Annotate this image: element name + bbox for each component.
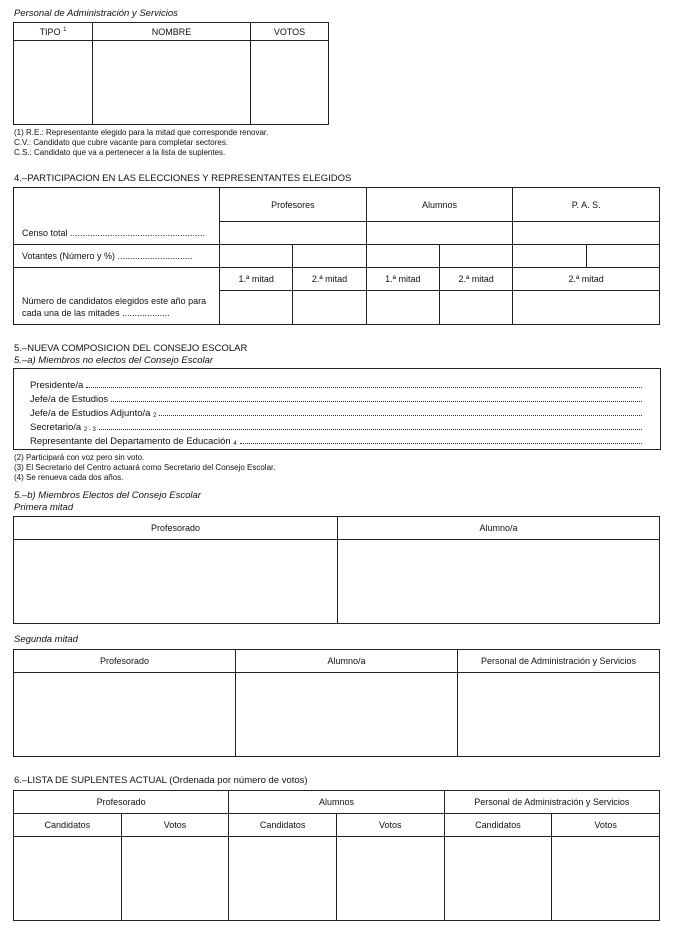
notes-1 xyxy=(14,128,268,158)
sup-prof-votos: Votos xyxy=(121,814,229,837)
note-2: (2) Participará con voz pero sin voto. xyxy=(14,453,145,462)
sup-alum-votos-cell[interactable] xyxy=(336,837,444,921)
votantes-label: Votantes (Número y %) .............................. xyxy=(14,245,220,268)
votantes-prof-2[interactable] xyxy=(293,245,366,268)
sup-pas-candidatos: Candidatos xyxy=(444,814,552,837)
member-secretario: Secretario/a $_{2 - 3}$ xyxy=(30,419,644,433)
sup-prof-cand-cell[interactable] xyxy=(14,837,122,921)
prof-mitad1: 1.ª mitad xyxy=(220,268,293,291)
censo-prof[interactable] xyxy=(220,222,367,245)
non-elected-members-box xyxy=(13,368,661,450)
seg-profesorado-header: Profesorado xyxy=(14,650,236,673)
segunda-mitad-label: Segunda mitad xyxy=(14,634,78,645)
alum-mitad1: 1.ª mitad xyxy=(366,268,439,291)
votos-header: VOTOS xyxy=(251,23,329,41)
member-jefe-adjunto: Jefe/a de Estudios Adjunto/a $_2$ xyxy=(30,405,644,419)
alumno-header: Alumno/a xyxy=(338,517,660,540)
tipo-cell[interactable] xyxy=(14,41,93,125)
sup-prof-candidatos: Candidatos xyxy=(14,814,122,837)
seg-alumno-header: Alumno/a xyxy=(236,650,458,673)
notes-2 xyxy=(14,453,275,483)
note-cv: C.V.: Candidato que cubre vacante para completar sectores. xyxy=(14,138,229,147)
segunda-prof-cell[interactable] xyxy=(14,673,236,757)
alum-mitad2: 2.ª mitad xyxy=(439,268,512,291)
seg-pas-header: Personal de Administración y Servicios xyxy=(458,650,660,673)
votantes-pas-1[interactable] xyxy=(513,245,586,268)
member-jefe: Jefe/a de Estudios xyxy=(30,391,644,405)
votantes-pas-2[interactable] xyxy=(586,245,659,268)
censo-pas[interactable] xyxy=(513,222,660,245)
profesorado-header: Profesorado xyxy=(14,517,338,540)
primera-prof-cell[interactable] xyxy=(14,540,338,624)
nombre-cell[interactable] xyxy=(93,41,251,125)
presidente-field[interactable] xyxy=(86,387,642,388)
cand-prof-2[interactable] xyxy=(293,291,366,325)
note-3: (3) El Secretario del Centro actuará como Secretario del Consejo Escolar. xyxy=(14,463,276,472)
segunda-mitad-table xyxy=(13,649,660,757)
sup-pas-cand-cell[interactable] xyxy=(444,837,552,921)
note-4: (4) Se renueva cada dos años. xyxy=(14,473,124,482)
sup-prof-votos-cell[interactable] xyxy=(121,837,229,921)
sup-pas-votos-cell[interactable] xyxy=(552,837,660,921)
section5-title: 5.–NUEVA COMPOSICION DEL CONSEJO ESCOLAR xyxy=(14,343,248,354)
secretario-field[interactable] xyxy=(99,429,642,430)
note-re: (1) R.E.: Representante elegido para la mitad que corresponde renovar. xyxy=(14,128,269,137)
segunda-pas-cell[interactable] xyxy=(458,673,660,757)
pas-header: Personal de Administración y Servicios xyxy=(14,8,178,19)
cand-alum-2[interactable] xyxy=(439,291,512,325)
cand-prof-1[interactable] xyxy=(220,291,293,325)
primera-alum-cell[interactable] xyxy=(338,540,660,624)
sup-alum-votos: Votos xyxy=(336,814,444,837)
prof-mitad2: 2.ª mitad xyxy=(293,268,366,291)
jefe-adjunto-field[interactable] xyxy=(159,415,642,416)
sup-alum-cand-cell[interactable] xyxy=(229,837,337,921)
votos-cell[interactable] xyxy=(251,41,329,125)
sup-pas-header: Personal de Administración y Servicios xyxy=(444,791,659,814)
representante-field[interactable] xyxy=(240,443,642,444)
member-presidente: Presidente/a xyxy=(30,377,644,391)
sup-profesorado-header: Profesorado xyxy=(14,791,229,814)
cand-alum-1[interactable] xyxy=(366,291,439,325)
jefe-field[interactable] xyxy=(111,401,642,402)
section5a-title: 5.–a) Miembros no electos del Consejo Escolar xyxy=(14,355,214,366)
censo-alum[interactable] xyxy=(366,222,513,245)
tipo-header: TIPO $^1$ xyxy=(14,23,93,41)
primera-mitad-label: Primera mitad xyxy=(14,502,74,513)
section5b-title: 5.–b) Miembros Electos del Consejo Escolar xyxy=(14,490,201,501)
votantes-prof-1[interactable] xyxy=(220,245,293,268)
pas-mitad2: 2.ª mitad xyxy=(513,268,660,291)
suplentes-table xyxy=(13,790,660,921)
votantes-alum-2[interactable] xyxy=(439,245,512,268)
pas-header-cell: P. A. S. xyxy=(513,188,660,222)
segunda-alum-cell[interactable] xyxy=(236,673,458,757)
section6-title: 6.–LISTA DE SUPLENTES ACTUAL (Ordenada por número de votos) xyxy=(14,775,308,786)
sup-alumnos-header: Alumnos xyxy=(229,791,444,814)
section4-title: 4.–PARTICIPACION EN LAS ELECCIONES Y REPRESENTANTES ELEGIDOS xyxy=(14,173,352,184)
alumnos-header: Alumnos xyxy=(366,188,513,222)
nombre-header: NOMBRE xyxy=(93,23,251,41)
note-cs: C.S.: Candidato que va a pertenecer a la lista de suplentes. xyxy=(14,148,226,157)
candidatos-label: Número de candidatos elegidos este año para cada una de las mitades ................... xyxy=(14,268,220,325)
sup-alum-candidatos: Candidatos xyxy=(229,814,337,837)
member-representante: Representante del Departamento de Educación $_4$ xyxy=(30,433,644,447)
cand-pas-2[interactable] xyxy=(513,291,660,325)
censo-label: Censo total ...................................................... xyxy=(14,222,220,245)
primera-mitad-table xyxy=(13,516,660,624)
sup-pas-votos: Votos xyxy=(552,814,660,837)
profesores-header: Profesores xyxy=(220,188,367,222)
votantes-alum-1[interactable] xyxy=(366,245,439,268)
pas-votes-table xyxy=(13,22,329,125)
participation-table xyxy=(13,187,660,325)
